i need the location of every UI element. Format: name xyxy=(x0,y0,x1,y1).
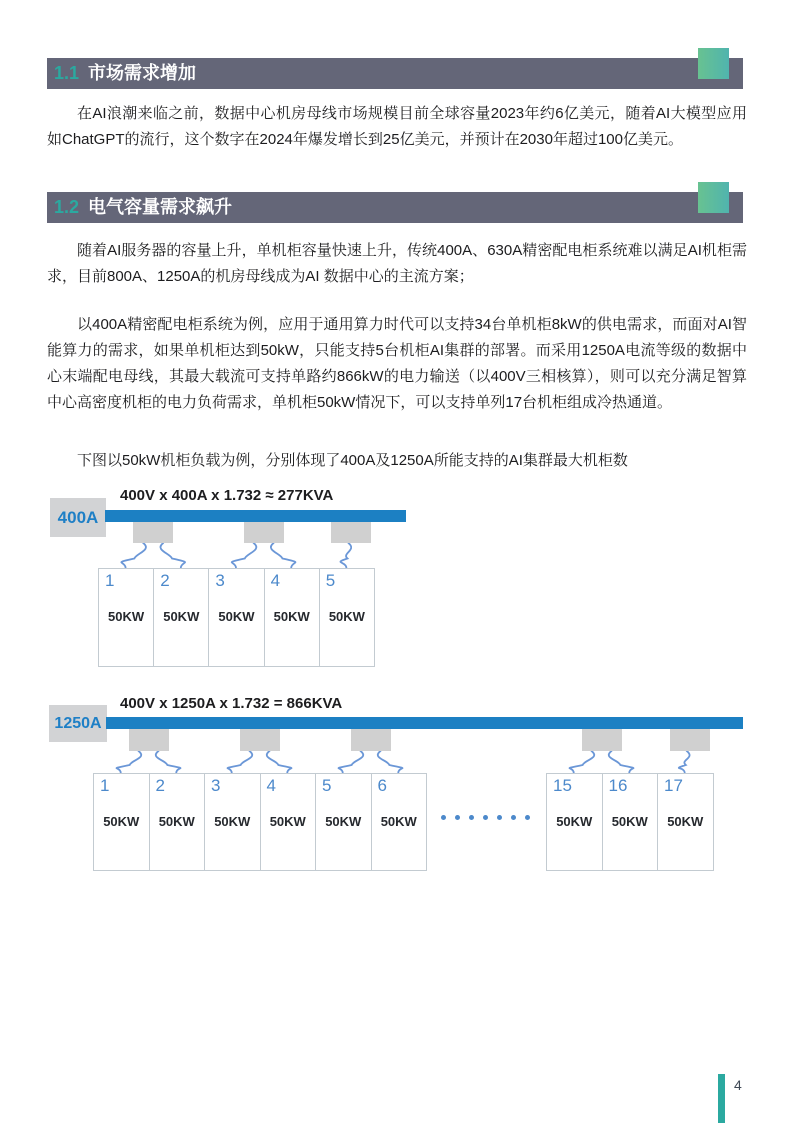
cable xyxy=(570,751,595,773)
cabinet xyxy=(98,568,154,667)
cabinet-load: 50KW xyxy=(273,609,310,624)
cabinet xyxy=(208,568,264,667)
cabinet-load: 50KW xyxy=(611,814,648,829)
ellipsis-dot xyxy=(511,815,516,820)
cabinet xyxy=(546,773,603,871)
tap-off-box xyxy=(582,729,622,751)
cabinet xyxy=(149,773,206,871)
section-header-1-1 xyxy=(47,58,743,89)
cabinet xyxy=(153,568,209,667)
paragraph: 以400A精密配电柜系统为例，应用于通用算力时代可以支持34台单机柜8kW的供电需求，而面对AI智能算力的需求，如果单机柜达到50kW，只能支持5台机柜AI集群的部署。而采用1250A电流等级的数据中心末端配电母线，其最大载流可支持单路约866kW的电力输送（以400V三相核算），则可以充分满足智算中心高密度机柜的电力负荷需求，单机柜50kW情况下，可以支持单列17台机柜组成冷热通道。 xyxy=(47,316,747,411)
tap-off-box xyxy=(244,522,284,543)
page-number: 4 xyxy=(734,1077,742,1093)
tap-off-box xyxy=(129,729,169,751)
cable xyxy=(378,751,403,773)
busbar-diagram-400a xyxy=(0,485,794,685)
cabinet-load: 50KW xyxy=(667,814,704,829)
cable xyxy=(232,543,257,568)
teal-accent-square xyxy=(698,182,729,213)
cabinet-number: 16 xyxy=(608,776,628,795)
cabinet-load: 50KW xyxy=(108,609,145,624)
tap-off-box xyxy=(351,729,391,751)
cable xyxy=(156,751,181,773)
cabinet-number: 17 xyxy=(664,776,683,795)
teal-accent-square xyxy=(698,48,729,79)
ellipsis-dot xyxy=(441,815,446,820)
cabinet-number: 2 xyxy=(155,776,165,795)
ellipsis-dot xyxy=(497,815,502,820)
cabinet xyxy=(204,773,261,871)
section-title: 电气容量需求飙升 xyxy=(88,197,233,217)
cabinet-load: 50KW xyxy=(269,814,306,829)
ellipsis-dot xyxy=(483,815,488,820)
cabinet-load: 50KW xyxy=(218,609,255,624)
busbar-diagram-1250a xyxy=(0,693,794,888)
cable xyxy=(679,751,690,773)
cabinet xyxy=(657,773,714,871)
cabinet-load: 50KW xyxy=(325,814,362,829)
tap-off-box xyxy=(670,729,710,751)
cabinet-number: 1 xyxy=(100,776,110,795)
cabinet-number: 4 xyxy=(270,571,281,590)
cable xyxy=(267,751,292,773)
paragraph: 下图以50kW机柜负载为例，分别体现了400A及1250A所能支持的AI集群最大机柜数 xyxy=(77,452,628,469)
section-header-1-2 xyxy=(47,192,743,223)
ellipsis-dot xyxy=(525,815,530,820)
cabinet-load: 50KW xyxy=(328,609,365,624)
cable xyxy=(340,543,351,568)
cable xyxy=(160,543,185,568)
paragraph: 随着AI服务器的容量上升，单机柜容量快速上升，传统400A、630A精密配电柜系统难以满足AI机柜需求，目前800A、1250A的机房母线成为AI 数据中心的主流方案； xyxy=(47,242,747,285)
ellipsis-dot xyxy=(469,815,474,820)
cabinet-number: 3 xyxy=(215,571,225,590)
ellipsis-dot xyxy=(455,815,460,820)
tap-off-box xyxy=(133,522,173,543)
busbar-rating-label: 1250A xyxy=(49,705,107,742)
cabinet-load: 50KW xyxy=(214,814,251,829)
cabinet-number: 5 xyxy=(325,571,336,590)
cabinet-number: 6 xyxy=(377,776,387,795)
cable xyxy=(117,751,142,773)
cabinet-number: 3 xyxy=(211,776,221,795)
cabinet-load: 50KW xyxy=(163,609,200,624)
busbar-rating-label: 400A xyxy=(50,498,106,537)
tap-off-box xyxy=(331,522,371,543)
cabinet xyxy=(371,773,428,871)
busbar-formula: 400V x 400A x 1.732 ≈ 277KVA xyxy=(120,487,334,504)
paragraph: 在AI浪潮来临之前，数据中心机房母线市场规模目前全球容量2023年约6亿美元，随着AI大模型应用如ChatGPT的流行，这个数字在2024年爆发增长到25亿美元，并预计在2030年超过100亿美元。 xyxy=(47,105,747,148)
cable xyxy=(121,543,146,568)
cabinet-number: 5 xyxy=(322,776,332,795)
cabinet-load: 50KW xyxy=(158,814,195,829)
section-title: 市场需求增加 xyxy=(88,63,197,83)
section-number: 1.2 xyxy=(54,197,80,217)
busbar-formula: 400V x 1250A x 1.732 = 866KVA xyxy=(120,695,343,712)
cabinet-number: 15 xyxy=(553,776,572,795)
cabinet-number: 4 xyxy=(266,776,276,795)
cabinet-load: 50KW xyxy=(103,814,140,829)
cabinet xyxy=(319,568,375,667)
cable xyxy=(271,543,296,568)
cabinet-load: 50KW xyxy=(380,814,417,829)
cable xyxy=(339,751,364,773)
section-number: 1.1 xyxy=(54,63,80,83)
cable xyxy=(228,751,253,773)
cabinet-number: 2 xyxy=(160,571,170,590)
cabinet xyxy=(264,568,320,667)
cabinet xyxy=(602,773,659,871)
cabinet-load: 50KW xyxy=(556,814,593,829)
cabinet xyxy=(315,773,372,871)
cabinet xyxy=(260,773,317,871)
cable xyxy=(609,751,634,773)
footer-accent-bar xyxy=(718,1074,725,1123)
cabinet-number: 1 xyxy=(105,571,115,590)
tap-off-box xyxy=(240,729,280,751)
cabinet xyxy=(93,773,150,871)
